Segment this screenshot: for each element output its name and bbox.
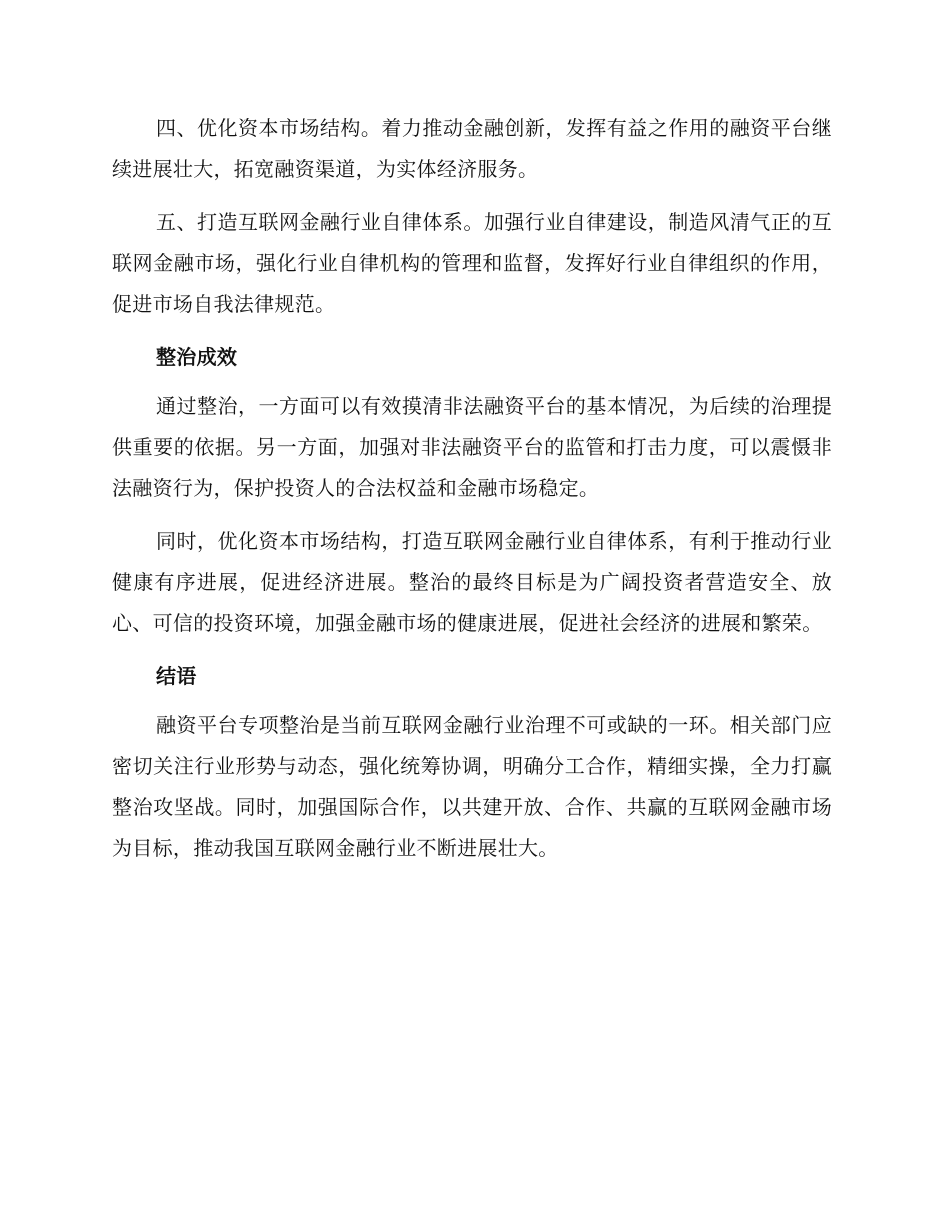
paragraph-effect-2: 同时，优化资本市场结构，打造互联网金融行业自律体系，有利于推动行业健康有序进展，促进经济进展。整治的最终目标是为广阔投资者营造安全、放心、可信的投资环境，加强金融市场的健康进展，促进社会经济的进展和繁荣。 [112,529,832,635]
paragraph-conclusion: 融资平台专项整治是当前互联网金融行业治理不可或缺的一环。相关部门应密切关注行业形势与动态，强化统筹协调，明确分工合作，精细实操，全力打赢整治攻坚战。同时，加强国际合作，以共建开放、合作、共赢的互联网金融市场为目标，推动我国互联网金融行业不断进展壮大。 [112,713,832,860]
heading-effect: 整治成效 [156,345,238,369]
heading-conclusion: 结语 [156,664,197,688]
document-body [112,108,832,881]
paragraph-optimize-capital-market: 四、优化资本市场结构。着力推动金融创新，发挥有益之作用的融资平台继续进展壮大，拓宽融资渠道，为实体经济服务。 [112,116,832,181]
paragraph-self-regulation-system: 五、打造互联网金融行业自律体系。加强行业自律建设，制造风清气正的互联网金融市场，强化行业自律机构的管理和监督，发挥好行业自律组织的作用，促进市场自我法律规范。 [112,210,832,316]
paragraph-effect-1: 通过整治，一方面可以有效摸清非法融资平台的基本情况，为后续的治理提供重要的依据。另一方面，加强对非法融资平台的监管和打击力度，可以震慑非法融资行为，保护投资人的合法权益和金融市场稳定。 [112,394,832,500]
